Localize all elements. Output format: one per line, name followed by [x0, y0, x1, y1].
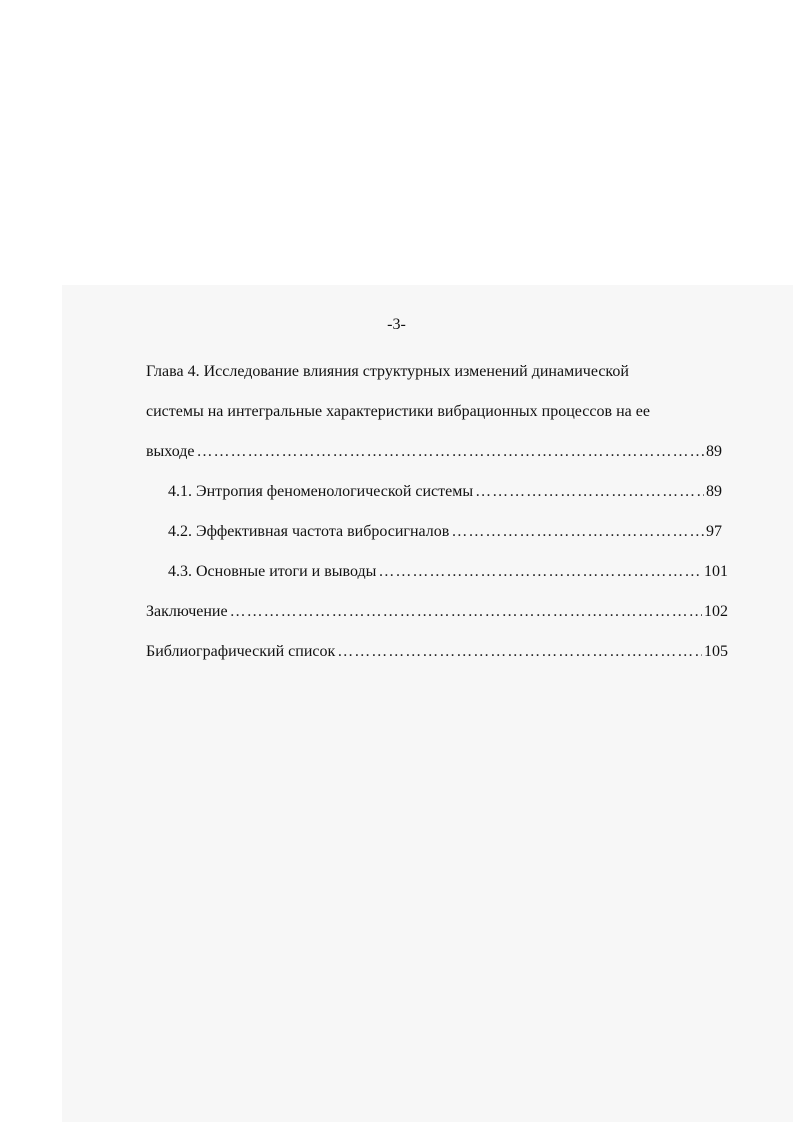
toc-entry-conclusion[interactable]	[146, 602, 728, 622]
toc-entry-page: 102	[704, 603, 728, 620]
dot-leader	[451, 522, 704, 542]
toc-entry-label: 4.1. Энтропия феноменологической системы	[168, 483, 474, 500]
toc-entry-section-4-2[interactable]	[168, 522, 722, 542]
toc-entry-page: 97	[706, 523, 722, 540]
toc-entry-page: 101	[704, 563, 728, 580]
dot-leader	[475, 482, 704, 502]
toc-entry-label: Заключение	[146, 603, 228, 620]
toc-entry-label: 4.3. Основные итоги и выводы	[168, 563, 377, 580]
toc-entry-section-4-3[interactable]	[168, 562, 728, 582]
toc-entry-label: 4.2. Эффективная частота вибросигналов	[168, 523, 450, 540]
toc-entry-page: 89	[706, 483, 722, 500]
toc-chapter4-line1: Глава 4. Исследование влияния структурных изменений динамической	[146, 363, 629, 380]
toc-entry-section-4-1[interactable]	[168, 482, 722, 502]
dot-leader	[337, 642, 702, 662]
toc-entry-chapter4[interactable]	[146, 442, 722, 462]
dot-leader	[196, 442, 704, 462]
toc-entry-label: Библиографический список	[146, 643, 336, 660]
toc-entry-bibliography[interactable]	[146, 642, 728, 662]
dot-leader	[378, 562, 702, 582]
toc-entry-page: 89	[706, 443, 722, 460]
toc-chapter4-line2: системы на интегральные характеристики вибрационных процессов на ее	[146, 403, 650, 420]
page-number: -3-	[387, 316, 406, 333]
dot-leader	[230, 602, 702, 622]
toc-entry-label: выходе	[146, 443, 195, 460]
toc-entry-page: 105	[704, 643, 728, 660]
